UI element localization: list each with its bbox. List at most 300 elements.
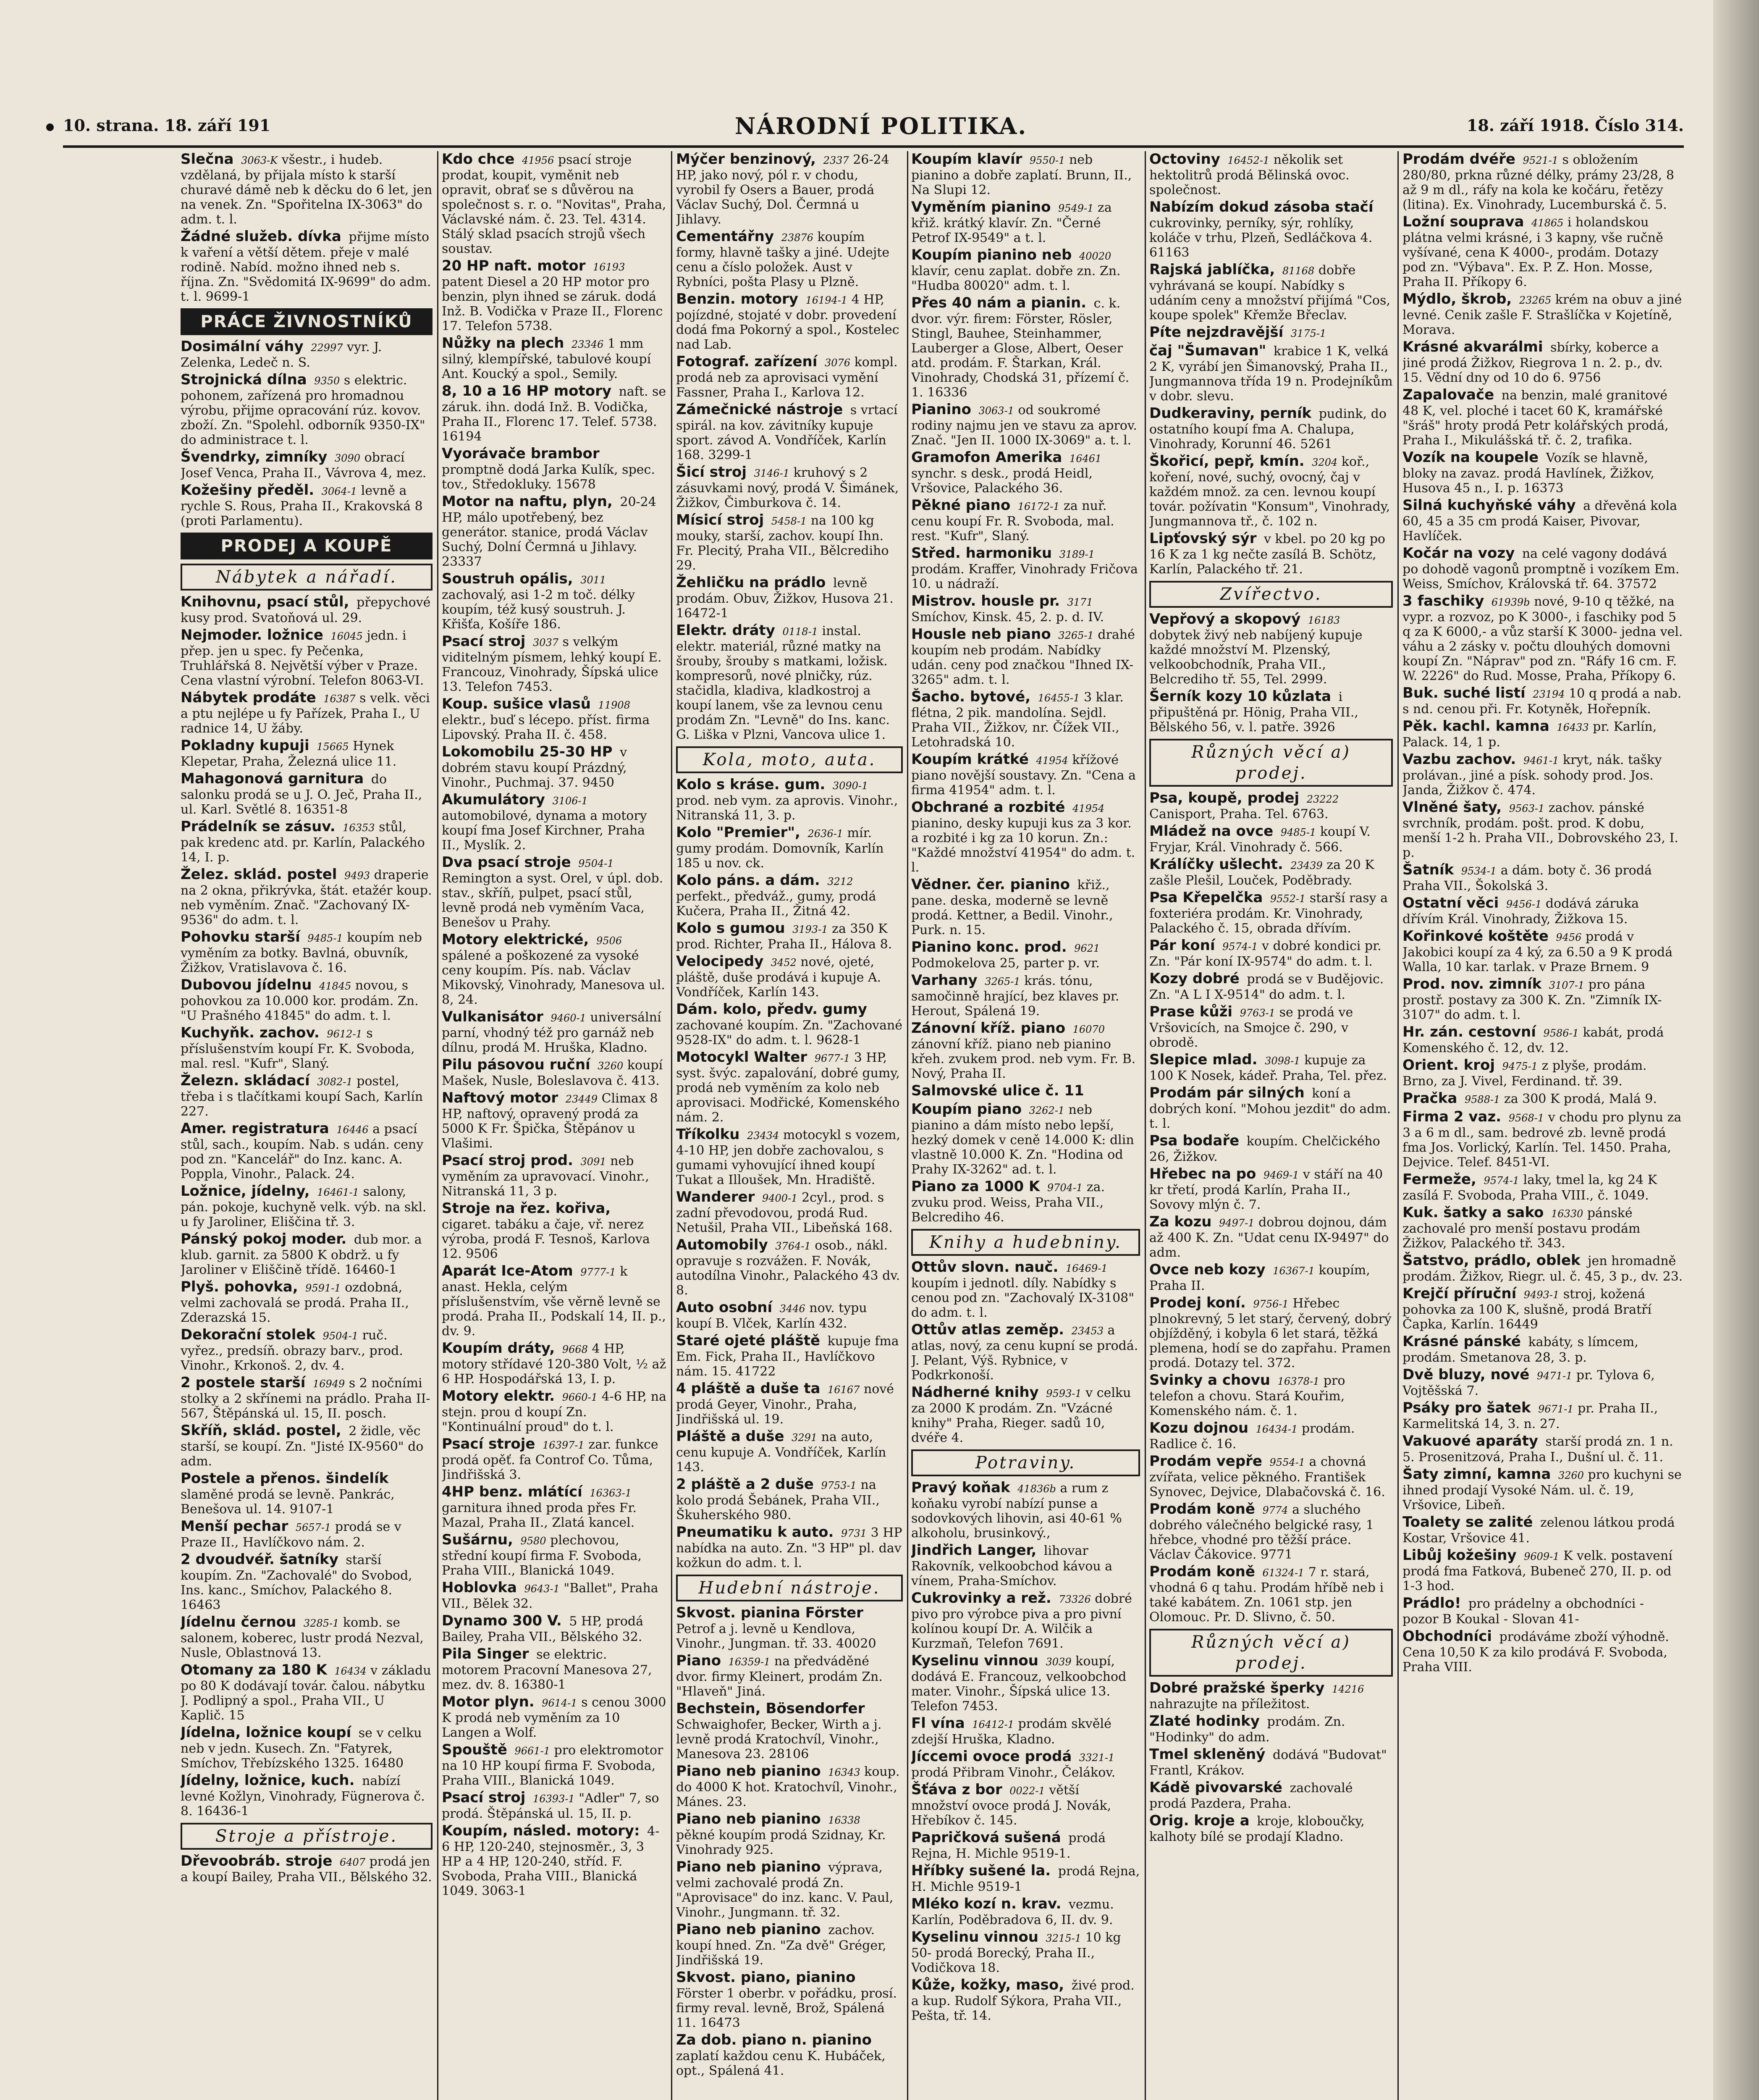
classified-ad: [1402, 546, 1684, 591]
ad-text: psací stroje prodat, koupit, vyměnit neb opravit, obrať se s důvěrou na společnost s. r. o. "Novitas", Praha, Václavské nám. č. 23. Tel. 4314. Stálý sklad psacích strojů všech soustav.: [442, 152, 666, 256]
ad-reference-number: 61939b: [1491, 596, 1530, 608]
ad-reference-number: 16393-1: [532, 1793, 575, 1805]
ad-text: koní a dobrých koní. "Mohou jezdit" do adm. t. l.: [1149, 1086, 1391, 1131]
ad-reference-number: 16949: [312, 1378, 345, 1390]
classified-ad: [181, 450, 433, 480]
ad-text: ruč. vyřez., predsíň. obrazy barv., prod. Vinohr., Krkonoš. 2, dv. 4.: [181, 1328, 403, 1373]
ad-text: koupím neb vyměním za botky. Bavlná, obuvník, Žižkov, Vratislavova č. 16.: [181, 930, 422, 975]
ad-headline: Zánovní kříž. piano: [911, 1020, 1066, 1037]
classified-ad: [1149, 1053, 1393, 1083]
ad-reference-number: 3321-1: [1079, 1752, 1115, 1764]
ad-headline: Naftový motor: [442, 1089, 558, 1106]
ad-reference-number: 16193: [593, 261, 625, 273]
ad-text: pianino, desky kupuji kus za 3 kor. a rozbité i kg za 10 korun. Zn.: "Každé množství 41954" do adm. t. l.: [911, 816, 1135, 875]
ad-headline: Piano neb pianino: [676, 1921, 821, 1938]
ad-headline: Firma 2 vaz.: [1402, 1108, 1502, 1125]
ad-headline: Spouště: [442, 1741, 507, 1758]
ad-headline: Dvě bluzy, nové: [1402, 1366, 1530, 1383]
classified-ad: [181, 1280, 433, 1325]
classified-ad: [1149, 1421, 1393, 1452]
ad-text: pro pána prostř. postavy za 300 K. Zn. "Zimník IX-3107" do adm. t. l.: [1402, 977, 1662, 1022]
ad-headline: Akumulátory: [442, 791, 545, 808]
ad-headline: Koupím pianino neb: [911, 247, 1072, 263]
page-edge-shadow: [1713, 0, 1759, 2100]
ad-reference-number: 14216: [1332, 1683, 1364, 1695]
classified-ad: [1402, 1286, 1684, 1332]
ad-text: pr. Praha II., Karmelitská 14, 3. n. 27.: [1402, 1401, 1658, 1431]
ad-reference-number: 16183: [1308, 614, 1340, 626]
ad-reference-number: 16412-1: [972, 1719, 1014, 1730]
classified-ad: [1149, 612, 1393, 687]
classified-ad: [676, 1190, 903, 1235]
classified-ad: [442, 1485, 666, 1530]
ad-headline: Toalety se zalité: [1402, 1514, 1533, 1530]
ad-reference-number: 16434-1: [1256, 1423, 1298, 1435]
ad-text: na 100 kg mouky, starší, zachov. koupí Ihn. Fr. Plecitý, Praha VII., Bělcrediho 29.: [676, 513, 889, 573]
ad-headline: Koupím piano: [911, 1101, 1022, 1118]
classified-ad: [1149, 531, 1393, 577]
classified-ad: [1402, 719, 1684, 750]
ad-headline: Psa, koupě, prodej: [1149, 790, 1300, 806]
ad-text: pr. Tylova 6, Vojtěšská 7.: [1402, 1368, 1655, 1398]
ad-text: 26-24 HP, jako nový, pól r. v chodu, vyrobil fy Osers a Bauer, prodá Václav Suchý, Dol. Čermná u Jihlavy.: [676, 152, 889, 227]
ad-reference-number: 3189-1: [1059, 549, 1095, 560]
ad-reference-number: 9506: [596, 935, 622, 947]
ad-text: zelenou látkou prodá Kostar, Vršovice 41.: [1402, 1515, 1675, 1546]
ad-text: 10 q prodá a nab. s nd. cenou při. Fr. Kotyněk, Hořepník.: [1402, 686, 1682, 717]
ad-reference-number: 16469-1: [1065, 1263, 1108, 1274]
classified-ad: [911, 498, 1140, 543]
ad-reference-number: 9493: [344, 870, 370, 882]
classified-ad: [1402, 594, 1684, 683]
section-header-potraviny: Potraviny.: [911, 1449, 1140, 1476]
classified-ad: [1149, 1005, 1393, 1050]
classified-ad: [676, 623, 903, 742]
ad-headline: Slečna: [181, 152, 234, 168]
ad-text: osob., nákl. opravuje s rozvážen. F. Novák, autodílna Vinohr., Palackého 43 dv. 8.: [676, 1238, 900, 1298]
ad-text: neb vyměním za upravovací. Vinohr., Nitranská 11, 3 p.: [442, 1154, 649, 1199]
classified-ad: [1149, 1714, 1393, 1745]
ad-reference-number: 16338: [828, 1814, 860, 1826]
ad-headline: Koupím dráty,: [442, 1340, 555, 1357]
classified-ad: [911, 1749, 1140, 1780]
ad-headline: Postele a přenos. šindelík: [181, 1470, 389, 1487]
classified-ad: [911, 1021, 1140, 1081]
classified-ad: [1402, 215, 1684, 289]
ad-headline: Za kozu: [1149, 1213, 1212, 1230]
ad-reference-number: 5458-1: [771, 515, 807, 527]
classified-ad: [911, 627, 1140, 687]
ad-text: přijme místo k vaření a větší dětem. přeje v malé rodině. Nabíd. možno ihned neb s. října. Zn. "Svědomitá IX-9699" do adm. t. l. 9699-1: [181, 230, 431, 304]
classified-ad: [911, 1654, 1140, 1714]
classified-ad: [911, 1591, 1140, 1651]
ad-text: 10 kg 50- prodá Borecký, Praha II., Vodičkova 18.: [911, 1930, 1121, 1975]
ad-text: starší koupím. Zn. "Zachovalé" do Svobod, Ins. kanc., Smíchov, Palackého 8. 16463: [181, 1553, 412, 1612]
classified-ad: [911, 450, 1140, 496]
classified-ad: [442, 855, 666, 930]
classified-ad: [442, 1580, 666, 1611]
ad-text: koupí V. Fryjar, Král. Vinohrady č. 566.: [1149, 824, 1371, 855]
ad-reference-number: 16461-1: [317, 1186, 359, 1198]
classified-ad: [911, 1543, 1140, 1588]
ad-headline: Střed. harmoniku: [911, 545, 1052, 562]
column-4: [911, 152, 1140, 2100]
ad-headline: Kozu dojnou: [1149, 1420, 1249, 1436]
ad-text: dodává záruka dřívím Král. Vinohrady, Žižkova 15.: [1402, 896, 1639, 927]
ad-reference-number: 3146-1: [754, 467, 790, 479]
ad-text: obrací Josef Venca, Praha II., Vávrova 4, mez.: [181, 450, 427, 480]
ad-reference-number: 5657-1: [295, 1522, 331, 1533]
ad-text: elektr., buď s lécepo. příst. firma Lipovský. Praha II. č. 458.: [442, 713, 650, 742]
ad-headline: Nádherné knihy: [911, 1384, 1039, 1401]
ad-text: kabát, prodá Komenského č. 12, dv. 12.: [1402, 1025, 1664, 1055]
ad-reference-number: 40020: [1079, 250, 1111, 262]
ad-text: promptně dodá Jarka Kulík, spec. tov., Středokluky. 15678: [442, 462, 655, 492]
ad-headline: Velocipedy: [676, 953, 764, 970]
ad-text: laky, tmel la, kg 24 K zasílá F. Svoboda, Praha VIII., č. 1049.: [1402, 1173, 1657, 1203]
ad-text: krabice 1 K, velká 2 K, vyrábí jen Šimanovský, Praha II., Jungmannova třída 19 n. Prodejníkům v dobr. slevu.: [1149, 344, 1393, 404]
ad-reference-number: 3037: [532, 637, 559, 648]
ad-headline: Vulkanisátor: [442, 1008, 543, 1025]
ad-headline: Mistrov. housle pr.: [911, 593, 1060, 609]
ad-reference-number: 41954: [1036, 755, 1068, 766]
ad-reference-number: 9774: [1262, 1504, 1288, 1516]
ad-reference-number: 81168: [1282, 265, 1315, 277]
ad-reference-number: 3260: [598, 1060, 624, 1072]
ad-headline: Jíccemi ovoce prodá: [911, 1748, 1072, 1765]
ad-text: salony, pán. pokoje, kuchyně velk. výb. na skl. u fy Jaroliner, Eliščina tř. 3.: [181, 1184, 427, 1229]
classified-ad: [911, 402, 1140, 448]
classified-ad: [181, 738, 433, 769]
classified-ad: [442, 494, 666, 569]
ad-text: koup. do 4000 K hot. Kratochvíl, Vinohr., Mánes. 23.: [676, 1764, 900, 1809]
ad-reference-number: 16167: [828, 1384, 860, 1396]
ad-text: 2cyl., prod. s zadní převodovou, prodá Rud. Netušil, Praha VII., Libeňská 168.: [676, 1190, 893, 1235]
classified-ad: [676, 575, 903, 621]
ad-text: instal. elektr. materiál, různé matky na šrouby, šrouby s matkami, ložisk. kompresorů, nové plničky, rúz. stačidla, kladiva, kladkostroj a koupí lanem, vše za levnou cenu prodám Zn. "Levně" do Ins. kanc. G. Liška v Plzni, Vancova ulice 1.: [676, 624, 890, 742]
ad-headline: Ottův slovn. nauč.: [911, 1259, 1059, 1276]
classified-ad: [442, 1058, 666, 1088]
ad-headline: Mládež na ovce: [1149, 823, 1274, 840]
ad-headline: Kůže, kožky, maso,: [911, 1977, 1064, 1993]
ad-text: Schwaighofer, Becker, Wirth a j. levně prodá Kratochvíl, Vinohr., Manesova 23. 28106: [676, 1717, 882, 1761]
ad-reference-number: 9563-1: [1509, 803, 1545, 814]
classified-ad: [1149, 1454, 1393, 1499]
ad-text: krém na obuv a jiné levné. Cenik zašle F. Strašlíčka v Kojetíně, Morava.: [1402, 292, 1682, 337]
ad-headline: Mléko kozí n. krav.: [911, 1895, 1062, 1912]
ad-reference-number: 16446: [336, 1124, 369, 1136]
ad-reference-number: 9668: [562, 1344, 588, 1355]
classified-ad: [911, 1830, 1140, 1861]
classified-ad: [676, 1764, 903, 1809]
ad-headline: Švendrky, zimníky: [181, 449, 328, 465]
ad-headline: Salmovské ulice č. 11: [911, 1082, 1084, 1099]
ad-reference-number: 3452: [771, 957, 797, 969]
ad-headline: 2 pláště a 2 duše: [676, 1476, 814, 1493]
ad-headline: Krásné akvarálmi: [1402, 339, 1543, 355]
ad-headline: Piano neb pianino: [676, 1811, 821, 1827]
page-number-date: 10. strana. 18. září 191: [63, 116, 271, 135]
ad-text: "Ballet", Praha VII., Bělek 32.: [442, 1581, 658, 1611]
ad-headline: Tmel skleněný: [1149, 1746, 1266, 1763]
ad-text: kroje, kloboučky, kalhoty bílé se prodají Kladno.: [1149, 1814, 1365, 1844]
ad-text: 5 HP, prodá Bailey, Praha VII., Bělského 32.: [442, 1614, 644, 1644]
ad-headline: Vozík na koupele: [1402, 449, 1539, 466]
ad-headline: 2 postele starší: [181, 1374, 306, 1391]
classified-ad: [676, 402, 903, 462]
bullet-dot-icon: [46, 123, 54, 131]
ad-text: pěkné koupím prodá Szidnay, Kr. Vinohrady 925.: [676, 1828, 886, 1857]
ad-text: s elektric. pohonem, zařízená pro hromadnou výrobu, přijme opracování rúz. kovov. zboží. Zn. "Spolehl. odborník 9350-IX" do administrace t. l.: [181, 373, 425, 447]
ad-text: K velk. postavení prodá fma Fatková, Bubeneč 270, II. p. od 1-3 hod.: [1402, 1549, 1672, 1593]
ad-reference-number: 16353: [343, 822, 375, 834]
classified-ad: [1149, 890, 1393, 936]
classified-ad: [442, 1201, 666, 1261]
classified-ad: [1402, 752, 1684, 798]
classified-ad: [676, 1606, 903, 1651]
ad-headline: Silná kuchyňské váhy: [1402, 497, 1576, 514]
classified-ad: [911, 1385, 1140, 1445]
ad-text: koupím formy, hlavně tašky a jiné. Udejte cenu a číslo položek. Aust v Rybníci, pošta Plasy u Plzně.: [676, 230, 890, 289]
ad-text: kupuje fma Em. Fick, Praha II., Havlíčkovo nám. 15. 41722: [676, 1334, 899, 1379]
classified-ad: [1149, 938, 1393, 969]
ad-text: za křiž. krátký klavír. Zn. "Černé Petrof IX-9549" a t. l.: [911, 200, 1112, 245]
ad-headline: Kočár na vozy: [1402, 545, 1515, 562]
classified-ad: [676, 2033, 903, 2078]
classified-ad: [1402, 1548, 1684, 1593]
classified-ad: [676, 954, 903, 1000]
classified-ad: [911, 752, 1140, 798]
ad-reference-number: 23434: [747, 1130, 779, 1142]
ad-text: universální parní, vhodný též pro garnáž neb dílnu, prodá M. Hruška, Kladno.: [442, 1010, 661, 1055]
classified-ad: [676, 1525, 903, 1570]
classified-ad: [1402, 686, 1684, 717]
ad-reference-number: 9614-1: [542, 1697, 577, 1709]
classified-ad: [181, 978, 433, 1023]
ad-text: 4-6 HP, na stejn. prou d koupí Zn. "Kontinuální proud" do t. l.: [442, 1389, 666, 1434]
ad-headline: Dám. kolo, předv. gumy: [676, 1001, 867, 1018]
classified-ad: [911, 877, 1140, 937]
ad-text: zar. funkce prodá opěť. fa Controf Co. Tůma, Jindřišská 3.: [442, 1437, 658, 1482]
newspaper-title: NÁRODNÍ POLITIKA.: [735, 113, 1028, 139]
ad-reference-number: 3063-K: [241, 155, 278, 166]
classified-ad: [181, 1423, 433, 1469]
ad-text: za. zvuku prod. Weiss, Praha VII., Belcrediho 46.: [911, 1180, 1105, 1225]
classified-ad: [911, 1179, 1140, 1225]
ad-text: z plyše, prodám. Brno, za J. Vivel, Ferdinand. tř. 39.: [1402, 1058, 1647, 1089]
ad-text: krás. tónu, samočinně hrající, bez klaves pr. Herout, Spálená 19.: [911, 974, 1119, 1018]
ad-text: kupuje za 100 K Nosek, kádeř. Praha, Tel. přez.: [1149, 1053, 1387, 1083]
ad-text: neb pianino a dobře zaplatí. Brunn, II., Na Slupi 12.: [911, 152, 1132, 197]
ad-reference-number: 9469-1: [1263, 1169, 1299, 1181]
ad-headline: Mýdlo, škrob,: [1402, 291, 1512, 307]
ad-headline: Šicí stroj: [676, 464, 747, 480]
ad-reference-number: 3764-1: [775, 1240, 811, 1252]
ad-headline: Varhany: [911, 972, 978, 989]
ad-text: za nuř. cenu koupí Fr. R. Svoboda, mal. rest. "Kufr", Slaný.: [911, 499, 1114, 543]
classified-ad: [181, 1328, 433, 1373]
ad-reference-number: 9609-1: [1524, 1551, 1560, 1562]
ad-headline: Jídelnu černou: [181, 1614, 296, 1630]
ad-reference-number: 23449: [565, 1093, 598, 1105]
classified-ad: [1402, 1434, 1684, 1465]
ad-reference-number: 41956: [522, 155, 554, 166]
ad-reference-number: 9643-1: [524, 1583, 560, 1595]
ad-reference-number: 3082-1: [317, 1076, 353, 1088]
ad-reference-number: 41954: [1072, 803, 1105, 814]
ad-headline: Prodám pár silných: [1149, 1084, 1305, 1101]
classified-ad: [181, 1552, 433, 1612]
ad-text: 3 HP nabídka na auto. Zn. "3 HP" pl. dav kožkun do adm. t. l.: [676, 1525, 902, 1570]
ad-text: automobilové, dynama a motory koupí fma Josef Kirchner, Praha II., Myslík. 2.: [442, 808, 647, 853]
ad-headline: Kolo "Premier",: [676, 824, 800, 841]
classified-ad: [676, 513, 903, 573]
ad-reference-number: 16378-1: [1277, 1376, 1320, 1387]
column-divider: [1397, 151, 1399, 2100]
classified-ad: [911, 1084, 1140, 1100]
ad-headline: Prádlo!: [1402, 1595, 1461, 1612]
classified-ad: [442, 1647, 666, 1692]
ad-reference-number: 9671-1: [1538, 1403, 1574, 1415]
ad-headline: Pravý koňak: [911, 1479, 1010, 1496]
classified-ad: [911, 940, 1140, 971]
ad-text: dobytek živý neb nabíjený kupuje každé množství M. Plzenský, velkoobchodník, Praha VII., Belcrediho tř. 55, Tel. 2999.: [1149, 628, 1363, 687]
ad-reference-number: 3090-1: [832, 780, 868, 792]
classified-ad: [181, 1471, 433, 1517]
classified-ad: [181, 1854, 433, 1885]
ad-headline: Motor na naftu, plyn,: [442, 493, 613, 510]
classified-ad: [676, 1429, 903, 1475]
ad-headline: Dekorační stolek: [181, 1326, 316, 1343]
ad-text: Smíchov, Kinsk. 45, 2. p. d. IV.: [911, 610, 1104, 625]
ad-reference-number: 23453: [1071, 1325, 1104, 1337]
classified-ad: [442, 1010, 666, 1055]
ad-headline: Kuchyňk. zachov.: [181, 1024, 320, 1041]
ad-text: Hřebec plnokrevný, 5 let starý, červený, dobrý objížděný, i kobyla 6 let stará, těžká plemena, hodí se do zapřahu. Pramen prodá. Dotazy tel. 372.: [1149, 1296, 1392, 1370]
ad-text: ozdobná, velmi zachovalá se prodá. Praha II., Zderazská 15.: [181, 1280, 409, 1325]
ad-text: "Adler" 7, so prodá. Štěpánská ul. 15, II. p.: [442, 1791, 659, 1821]
ad-text: koupím. Chelčického 26, Žižkov.: [1149, 1134, 1380, 1164]
ad-reference-number: 41865: [1531, 217, 1564, 229]
ad-text: postel, třeba i s tlačítkami koupí Sach, Karlín 227.: [181, 1074, 423, 1119]
ad-text: patent Diesel a 20 HP motor pro benzin, plyn ihned se záruk. dodá Inž. B. Vodička v Praze II., Florenc 17. Telefon 5738.: [442, 275, 663, 333]
classified-ad: [1402, 863, 1684, 893]
classified-ad: [181, 819, 433, 865]
ad-headline: 8, 10 a 16 HP motory: [442, 383, 612, 399]
ad-headline: Motory elektrické,: [442, 931, 589, 948]
ad-text: 4 HP, pojízdné, stojaté v dobr. provedení dodá fma Pokorný a spol., Kostelec nad Lab.: [676, 292, 899, 352]
ad-reference-number: 9475-1: [1502, 1060, 1538, 1072]
classified-ad: [676, 1381, 903, 1427]
ad-reference-number: 41836b: [1017, 1483, 1056, 1495]
classified-ad: [676, 1238, 903, 1298]
classified-ad: [1149, 1215, 1393, 1260]
ad-reference-number: 3291: [792, 1432, 818, 1444]
classified-ad: [442, 1533, 666, 1578]
ad-headline: Plyš. pohovka,: [181, 1278, 298, 1295]
ad-reference-number: 23876: [781, 232, 813, 244]
classified-ad: [442, 1437, 666, 1482]
column-divider: [907, 151, 908, 2100]
classified-ad: [442, 1824, 666, 1898]
ad-headline: Psací stroje: [442, 1436, 535, 1452]
ad-reference-number: 23346: [571, 339, 604, 350]
ad-reference-number: 9471-1: [1536, 1370, 1573, 1382]
ad-text: zánovní kříž. piano neb pianino křeh. zvukem prod. neb vym. Fr. B. Nový, Praha II.: [911, 1037, 1136, 1081]
ad-headline: Psáky pro šatek: [1402, 1399, 1531, 1416]
ad-text: zachovalý, asi 1-2 m toč. délky koupím, též kusý soustruh. J. Křišťa, Košíře 186.: [442, 588, 635, 632]
section-header-prodej: PRODEJ A KOUPĚ: [181, 533, 433, 559]
ad-reference-number: 3171: [1067, 596, 1093, 608]
ad-headline: Mísicí stroj: [676, 512, 764, 528]
ad-headline: Vakuové aparáty: [1402, 1433, 1538, 1449]
ad-headline: Nůžky na plech: [442, 335, 564, 352]
ad-reference-number: 16172-1: [1017, 501, 1060, 512]
classified-ad: [1402, 1253, 1684, 1284]
classified-ad: [1149, 406, 1393, 452]
column-divider: [1145, 151, 1146, 2100]
ad-reference-number: 16330: [1551, 1208, 1583, 1220]
ad-reference-number: 16343: [828, 1767, 860, 1778]
classified-ad: [911, 1864, 1140, 1894]
ad-reference-number: 2636-1: [807, 828, 843, 840]
classified-ad: [1149, 1296, 1393, 1370]
classified-ad: [1402, 1629, 1684, 1675]
classified-ad: [676, 1860, 903, 1920]
ad-text: nahrazujte na příležitost.: [1149, 1697, 1310, 1712]
ad-headline: Dudkeraviny, perník: [1149, 405, 1312, 422]
ad-headline: Elektr. dráty: [676, 622, 775, 639]
ad-text: a atlas, nový, za cenu kupní se prodá. J. Pelant, Výš. Rybnice, v Podkrkonoší.: [911, 1323, 1138, 1383]
ad-reference-number: 9588-1: [1464, 1094, 1500, 1105]
classified-ad: [911, 296, 1140, 400]
ad-text: starší prodá zn. 1 n. 5. Prosenitzová, Praha I., Dušní ul. č. 11.: [1402, 1434, 1673, 1465]
ad-reference-number: 16045: [330, 630, 363, 642]
classified-ad: [1149, 1263, 1393, 1293]
column-divider: [671, 151, 672, 2100]
classified-ad: [442, 259, 666, 333]
column-6: [1402, 152, 1684, 2100]
ad-headline: Pokladny kupuji: [181, 737, 309, 754]
classified-ad: [1149, 1502, 1393, 1562]
ad-text: s velkým viditelným písmem, lehký koupí E. Francouz, Vinohrady, Šípská ulice 13. Telefon 7453.: [442, 635, 662, 694]
classified-ad: [1402, 1091, 1684, 1107]
classified-ad: [442, 336, 666, 381]
ad-text: prodám. Zn. "Hodinky" do adm.: [1149, 1714, 1345, 1745]
ad-text: lihovar Rakovník, velkoobchod kávou a vínem, Praha-Smíchov.: [911, 1544, 1113, 1588]
ad-headline: 2 dvoudvéř. šatníky: [181, 1551, 338, 1568]
ad-headline: Dobré pražské šperky: [1149, 1680, 1325, 1696]
ad-reference-number: 16397-1: [543, 1439, 585, 1451]
ad-headline: Pláště a duše: [676, 1428, 784, 1445]
ad-headline: Koupím klavír: [911, 152, 1022, 168]
ad-headline: Staré ojeté pláště: [676, 1332, 821, 1349]
ad-headline: Svinky a chovu: [1149, 1372, 1270, 1389]
ad-headline: Ottův atlas zeměp.: [911, 1321, 1064, 1338]
classified-ad: [911, 152, 1140, 197]
ad-text: i holandskou plátna velmi krásné, i 3 kapny, vše ručně vyšívané, cena K 4000-, prodám. Dotazy pod zn. "Výbava". Ex. P. Z. Hon. Mosse, Praha II. Příkopy 6.: [1402, 215, 1663, 289]
ad-text: větší množství ovoce prodá J. Novák, Hřebíkov č. 145.: [911, 1783, 1111, 1828]
ad-text: nové, ojeté, pláště, duše prodává i kupuje A. Vondříček, Karlín 143.: [676, 955, 881, 1000]
classified-ad: [676, 1701, 903, 1761]
ad-reference-number: 3098-1: [1265, 1055, 1300, 1067]
classified-ad: [1149, 689, 1393, 735]
classified-ad: [181, 1663, 433, 1723]
classified-ad: [181, 373, 433, 447]
classified-ad: [911, 1102, 1140, 1177]
ad-reference-number: 3011: [580, 574, 606, 586]
ad-headline: Šaty zimní, kamna: [1402, 1466, 1551, 1483]
